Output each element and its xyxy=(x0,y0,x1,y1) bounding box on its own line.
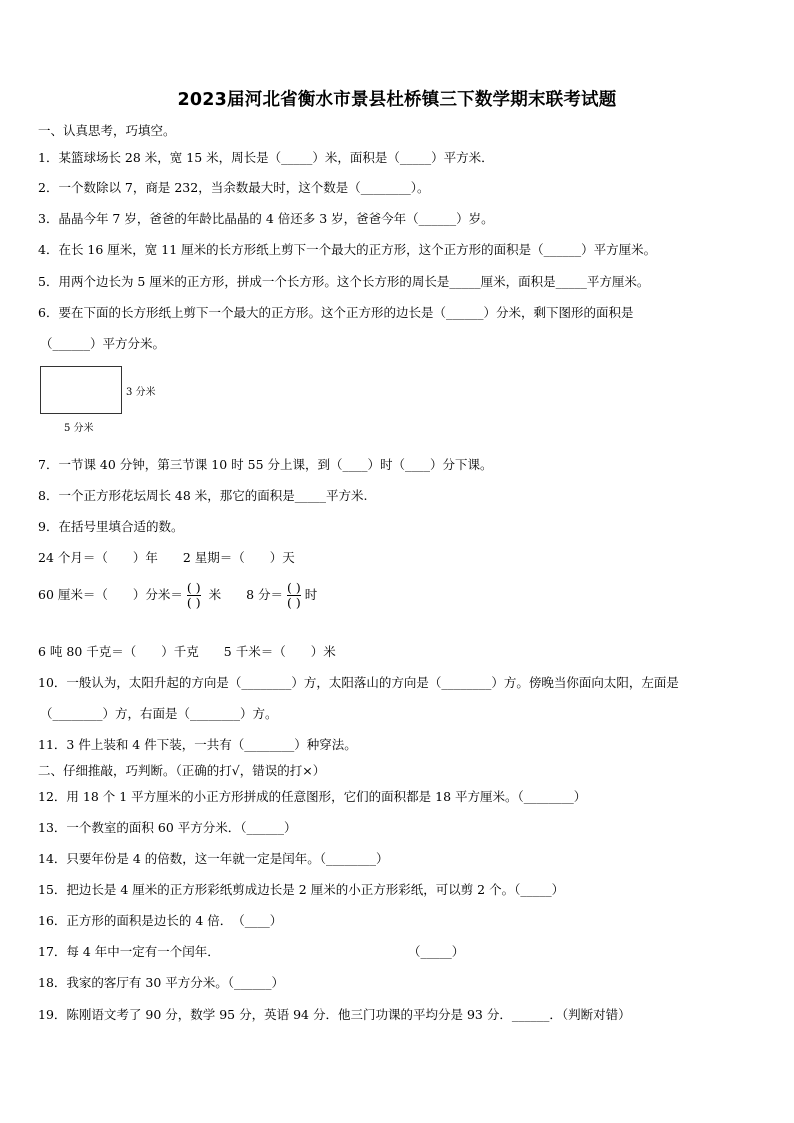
question-12: 12．用 18 个 1 平方厘米的小正方形拼成的任意图形，它们的面积都是 18 平方厘米。（________） xyxy=(38,789,587,804)
fraction-2 xyxy=(287,581,301,610)
question-18: 18．我家的客厅有 30 平方分米。（______） xyxy=(38,975,285,990)
question-6-line-1: 6．要在下面的长方形纸上剪下一个最大的正方形。这个正方形的边长是（______）分米，剩下图形的面积是 xyxy=(38,305,634,320)
section-1-heading: 一、认真思考，巧填空。 xyxy=(38,123,176,138)
question-1: 1．某篮球场长 28 米，宽 15 米，周长是（_____）米，面积是（_____）平方米． xyxy=(38,150,494,165)
question-8: 8．一个正方形花坛周长 48 米，那它的面积是_____平方米. xyxy=(38,488,368,503)
question-10-line-1: 10．一般认为，太阳升起的方向是（________）方，太阳落山的方向是（________）方。傍晚当你面向太阳，左面是 xyxy=(38,675,679,690)
width-label: 5 分米 xyxy=(64,423,94,434)
question-13: 13．一个教室的面积 60 平方分米．（______） xyxy=(38,820,297,835)
fraction-1-numerator: ( ) xyxy=(186,580,201,595)
question-9: 9．在括号里填合适的数。 xyxy=(38,519,184,534)
fraction-1-denominator: ( ) xyxy=(186,595,201,610)
q9-row2-left: 60 厘米＝（ ）分米＝ xyxy=(38,587,183,602)
question-5: 5．用两个边长为 5 厘米的正方形，拼成一个长方形。这个长方形的周长是_____厘米，面积是_____平方厘米。 xyxy=(38,274,650,289)
question-3: 3．晶晶今年 7 岁，爸爸的年龄比晶晶的 4 倍还多 3 岁，爸爸今年（______）岁。 xyxy=(38,211,494,226)
q9-row2-end: 时 xyxy=(304,587,318,602)
question-14: 14．只要年份是 4 的倍数，这一年就一定是闰年。（________） xyxy=(38,851,389,866)
question-2: 2．一个数除以 7，商是 232，当余数最大时，这个数是（________）。 xyxy=(38,180,430,195)
question-17-blank: （_____） xyxy=(408,944,465,959)
question-4: 4．在长 16 厘米，宽 11 厘米的长方形纸上剪下一个最大的正方形，这个正方形的面积是（______）平方厘米。 xyxy=(38,242,657,257)
question-16: 16．正方形的面积是边长的 4 倍． （____） xyxy=(38,913,283,928)
page-title: 2023届河北省衡水市景县杜桥镇三下数学期末联考试题 xyxy=(177,90,617,110)
question-6-line-2: （______）平方分米。 xyxy=(40,336,166,351)
q9-row2-mid: 米 8 分＝ xyxy=(204,587,284,602)
question-17: 17．每 4 年中一定有一个闰年． xyxy=(38,944,220,959)
question-9-row-2 xyxy=(38,581,317,610)
height-label: 3 分米 xyxy=(126,387,156,398)
fraction-2-denominator: ( ) xyxy=(287,595,301,610)
question-7: 7．一节课 40 分钟，第三节课 10 时 55 分上课，到（____）时（____）分下课。 xyxy=(38,457,493,472)
question-9-row-3: 6 吨 80 千克＝（ ）千克 5 千米＝（ ）米 xyxy=(38,644,336,659)
question-9-row-1: 24 个月＝（ ）年 2 星期＝（ ）天 xyxy=(38,550,295,565)
fraction-1 xyxy=(187,581,201,610)
question-19: 19．陈刚语文考了 90 分，数学 95 分，英语 94 分．他三门功课的平均分是 93 分．______．（判断对错） xyxy=(38,1007,631,1022)
rectangle-diagram xyxy=(40,366,122,414)
section-2-heading: 二、仔细推敲，巧判断。（正确的打√，错误的打×） xyxy=(38,763,326,778)
question-11: 11．3 件上装和 4 件下装，一共有（________）种穿法。 xyxy=(38,737,357,752)
question-15: 15．把边长是 4 厘米的正方形彩纸剪成边长是 2 厘米的小正方形彩纸，可以剪 2 个。（_____） xyxy=(38,882,565,897)
fraction-2-numerator: ( ) xyxy=(287,580,301,595)
question-10-line-2: （________）方，右面是（________）方。 xyxy=(40,706,278,721)
